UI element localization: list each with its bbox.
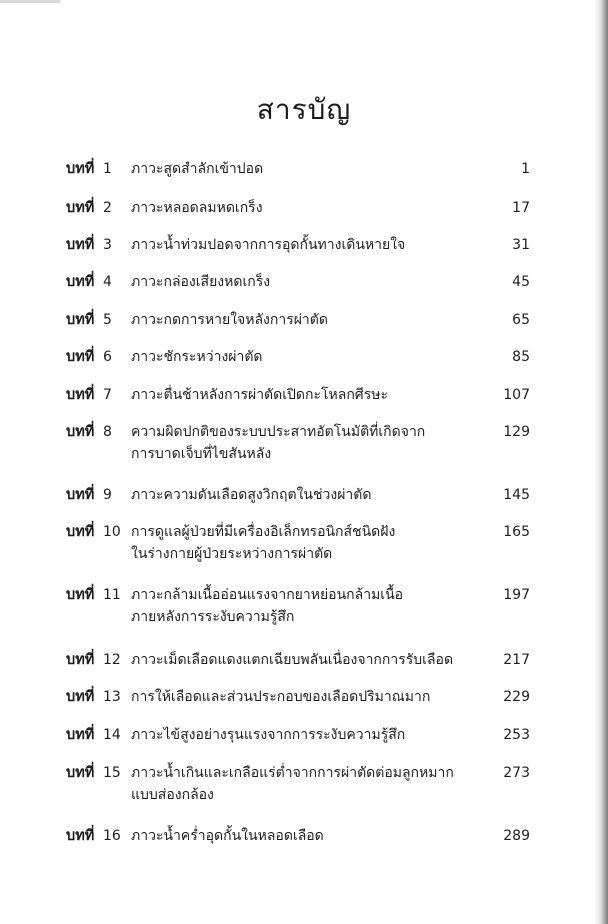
chapter-title-line: ภาวะชักระหว่างผ่าตัด — [131, 349, 263, 365]
chapter-title-line: การให้เลือดและส่วนประกอบของเลือดปริมาณมาก — [131, 689, 431, 705]
chapter-title — [131, 762, 461, 806]
chapter-page-number: 129 — [503, 424, 530, 440]
chapter-page-number: 107 — [503, 387, 530, 403]
chapter-title-line: ภาวะหลอดลมหดเกร็ง — [131, 200, 263, 216]
chapter-title-line: ภาวะไข้สูงอย่างรุนแรงจากการระงับความรู้สึก — [131, 727, 406, 743]
chapter-label: บทที่ — [66, 487, 95, 503]
chapter-page-number: 45 — [512, 274, 530, 290]
chapter-page-number: 229 — [503, 689, 530, 705]
chapter-number: 3 — [103, 237, 112, 253]
chapter-number: 7 — [103, 387, 112, 403]
chapter-label: บทที่ — [66, 349, 95, 365]
chapter-label: บทที่ — [66, 765, 95, 781]
chapter-number: 12 — [103, 652, 121, 668]
chapter-label: บทที่ — [66, 828, 95, 844]
chapter-title-line: ภาวะกล่องเสียงหดเกร็ง — [131, 274, 271, 290]
chapter-title — [131, 346, 461, 368]
chapter-title — [131, 521, 461, 565]
chapter-title — [131, 158, 461, 180]
chapter-page-number: 289 — [503, 828, 530, 844]
chapter-page-number: 217 — [503, 652, 530, 668]
chapter-title-line: ภาวะน้ำคร่ำอุดกั้นในหลอดเลือด — [131, 828, 324, 844]
chapter-title — [131, 825, 461, 847]
chapter-page-number: 253 — [503, 727, 530, 743]
chapter-title — [131, 271, 461, 293]
chapter-title — [131, 384, 461, 406]
chapter-title-line: ภายหลังการระงับความรู้สึก — [131, 609, 295, 625]
chapter-label: บทที่ — [66, 524, 95, 540]
chapter-page-number: 197 — [503, 587, 530, 603]
page-edge-shadow — [594, 0, 608, 924]
chapter-title-line: ความผิดปกติของระบบประสาทอัตโนมัติที่เกิดจาก — [131, 424, 426, 440]
chapter-number: 8 — [103, 424, 112, 440]
chapter-number: 11 — [103, 587, 121, 603]
chapter-title — [131, 197, 461, 219]
chapter-title-line: การบาดเจ็บที่ไขสันหลัง — [131, 446, 272, 462]
chapter-title-line: แบบส่องกล้อง — [131, 787, 214, 803]
chapter-title-line: ในร่างกายผู้ป่วยระหว่างการผ่าตัด — [131, 546, 333, 562]
chapter-title — [131, 584, 461, 628]
chapter-title-line: ภาวะเม็ดเลือดแดงแตกเฉียบพลันเนื่องจากการรับเลือด — [131, 652, 454, 668]
chapter-title-line: ภาวะกล้ามเนื้ออ่อนแรงจากยาหย่อนกล้ามเนื้อ — [131, 587, 404, 603]
chapter-title-line: ภาวะน้ำท่วมปอดจากการอุดกั้นทางเดินหายใจ — [131, 237, 406, 253]
chapter-page-number: 145 — [503, 487, 530, 503]
chapter-label: บทที่ — [66, 161, 95, 177]
chapter-number: 1 — [103, 161, 112, 177]
page-top-mark — [0, 0, 60, 3]
chapter-label: บทที่ — [66, 727, 95, 743]
chapter-title-line: ภาวะกดการหายใจหลังการผ่าตัด — [131, 312, 328, 328]
chapter-title — [131, 686, 461, 708]
chapter-title — [131, 309, 461, 331]
chapter-page-number: 31 — [512, 237, 530, 253]
chapter-page-number: 65 — [512, 312, 530, 328]
chapter-title — [131, 484, 461, 506]
chapter-title-line: ภาวะสูดสำลักเข้าปอด — [131, 161, 264, 177]
chapter-label: บทที่ — [66, 312, 95, 328]
chapter-title-line: การดูแลผู้ป่วยที่มีเครื่องอิเล็กทรอนิกส์ชนิดฝัง — [131, 524, 396, 540]
chapter-number: 16 — [103, 828, 121, 844]
chapter-number: 6 — [103, 349, 112, 365]
chapter-label: บทที่ — [66, 387, 95, 403]
chapter-label: บทที่ — [66, 587, 95, 603]
chapter-label: บทที่ — [66, 274, 95, 290]
chapter-label: บทที่ — [66, 237, 95, 253]
chapter-title — [131, 649, 461, 671]
chapter-number: 10 — [103, 524, 121, 540]
chapter-page-number: 85 — [512, 349, 530, 365]
chapter-number: 15 — [103, 765, 121, 781]
chapter-page-number: 17 — [512, 200, 530, 216]
page-title: สารบัญ — [256, 93, 352, 126]
chapter-label: บทที่ — [66, 652, 95, 668]
chapter-number: 4 — [103, 274, 112, 290]
chapter-page-number: 1 — [521, 161, 530, 177]
chapter-label: บทที่ — [66, 689, 95, 705]
chapter-title — [131, 234, 461, 256]
chapter-number: 9 — [103, 487, 112, 503]
chapter-page-number: 165 — [503, 524, 530, 540]
chapter-number: 5 — [103, 312, 112, 328]
chapter-number: 13 — [103, 689, 121, 705]
chapter-label: บทที่ — [66, 200, 95, 216]
chapter-number: 2 — [103, 200, 112, 216]
chapter-title-line: ภาวะตื่นช้าหลังการผ่าตัดเปิดกะโหลกศีรษะ — [131, 387, 388, 403]
chapter-title-line: ภาวะน้ำเกินและเกลือแร่ต่ำจากการผ่าตัดต่อมลูกหมาก — [131, 765, 454, 781]
chapter-label: บทที่ — [66, 424, 95, 440]
chapter-page-number: 273 — [503, 765, 530, 781]
chapter-title — [131, 421, 461, 465]
chapter-number: 14 — [103, 727, 121, 743]
chapter-title — [131, 724, 461, 746]
chapter-title-line: ภาวะความดันเลือดสูงวิกฤตในช่วงผ่าตัด — [131, 487, 372, 503]
